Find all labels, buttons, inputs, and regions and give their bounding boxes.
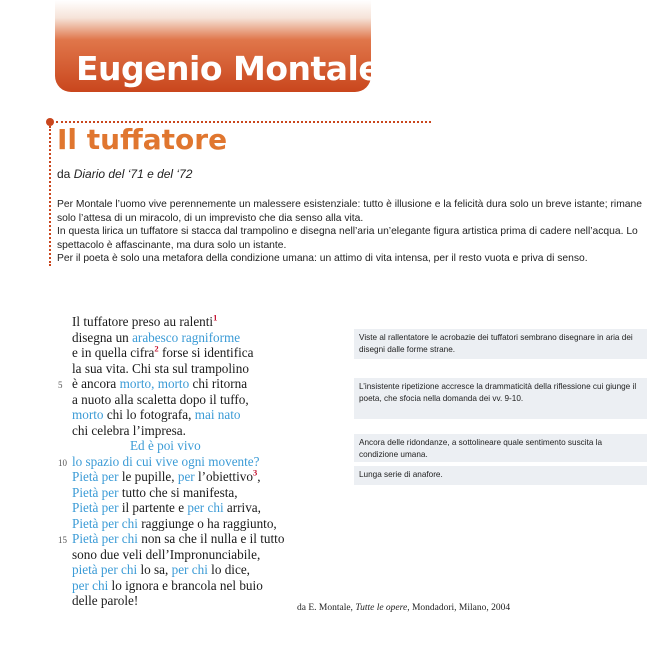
footnote-mark[interactable]: 3 [252,467,258,478]
margin-note: Lunga serie di anafore. [354,466,647,485]
line-number: 15 [58,535,67,545]
verse: 10 lo spazio di cui vive ogni movente? [72,454,284,470]
author-name: Eugenio Montale [76,49,381,88]
margin-note: L’insistente ripetizione accresce la drammaticità della riflessione cui giunge il poeta, che sfocia nella domanda dei vv. 9-10. [354,378,647,419]
verse: Il tuffatore preso au ralenti$^1$ [72,312,218,329]
verse: 15 Pietà per chi non sa che il nulla e il tutto [72,531,284,547]
verse: per chi lo ignora e brancola nel buio [72,577,263,593]
citation [297,603,510,613]
line-number: 10 [58,457,67,468]
verse: Pietà per il partente e per chi arriva, [72,500,261,515]
footnote-mark[interactable]: 2 [154,343,159,354]
verse: sono due veli dell’Impronunciabile, [72,546,261,562]
footnote-mark[interactable]: 1 [213,312,218,323]
source-work: Diario del ‘71 e del ‘72 [73,167,193,181]
margin-note: Ancora delle ridondanze, a sottolineare quale sentimento suscita la condizione umana. [354,434,647,462]
citation-prefix: da E. Montale, [297,603,353,613]
verse: la sua vita. Chi sta sul trampolino [72,360,249,376]
verse: Pietà per le pupille, per l’obiettivo$^3$, [72,467,261,484]
source-prefix: da [57,167,71,181]
verse: a nuoto alla scaletta dopo il tuffo, [72,391,249,407]
citation-work: Tutte le opere [355,603,408,613]
verse: Pietà per tutto che si manifesta, [72,484,238,500]
source-line [57,167,192,181]
verse: pietà per chi lo sa, per chi lo dice, [72,562,250,577]
intro-paragraph: In questa lirica un tuffatore si stacca dal trampolino e disegna nell’aria un’elegante figura artistica prima di cadere nell’acqua. Lo spettacolo è affascinante, ma dura solo un istante. [57,226,638,251]
margin-note: Viste al rallentatore le acrobazie dei tuffatori sembrano disegnare in aria dei disegni dalle forme strane. [354,329,647,359]
poem-title: Il tuffatore [57,123,228,156]
verse: chi celebra l’impresa. [72,422,186,438]
verse: morto chi lo fotografa, mai nato [72,407,241,422]
verse: delle parole! [72,593,139,608]
line-number: 5 [58,380,63,390]
intro-paragraph: Per il poeta è solo una metafora della condizione umana: un attimo di vita intensa, per il resto vuota e priva di senso. [57,253,588,265]
verse: Ed è poi vivo [130,438,201,453]
verse: e in quella cifra$^2$ forse si identifica [72,343,254,360]
intro-paragraph: Per Montale l’uomo vive perennemente un malessere esistenziale: tutto è illusione e la felicità dura solo un breve istante; rimane solo l’attesa di un miracolo, di un imprevisto che dia senso alla vita. [57,199,642,224]
bullet-dot-icon [46,118,54,126]
citation-suffix: , Mondadori, Milano, 2004 [407,603,511,613]
poem-body [58,312,285,609]
verse: 5 è ancora morto, morto chi ritorna [72,376,284,392]
intro-text [57,198,647,266]
verse: disegna un arabesco ragniforme [72,329,241,345]
verse: Pietà per chi raggiunge o ha raggiunto, [72,515,277,531]
dotted-vertical-rule [49,126,51,266]
